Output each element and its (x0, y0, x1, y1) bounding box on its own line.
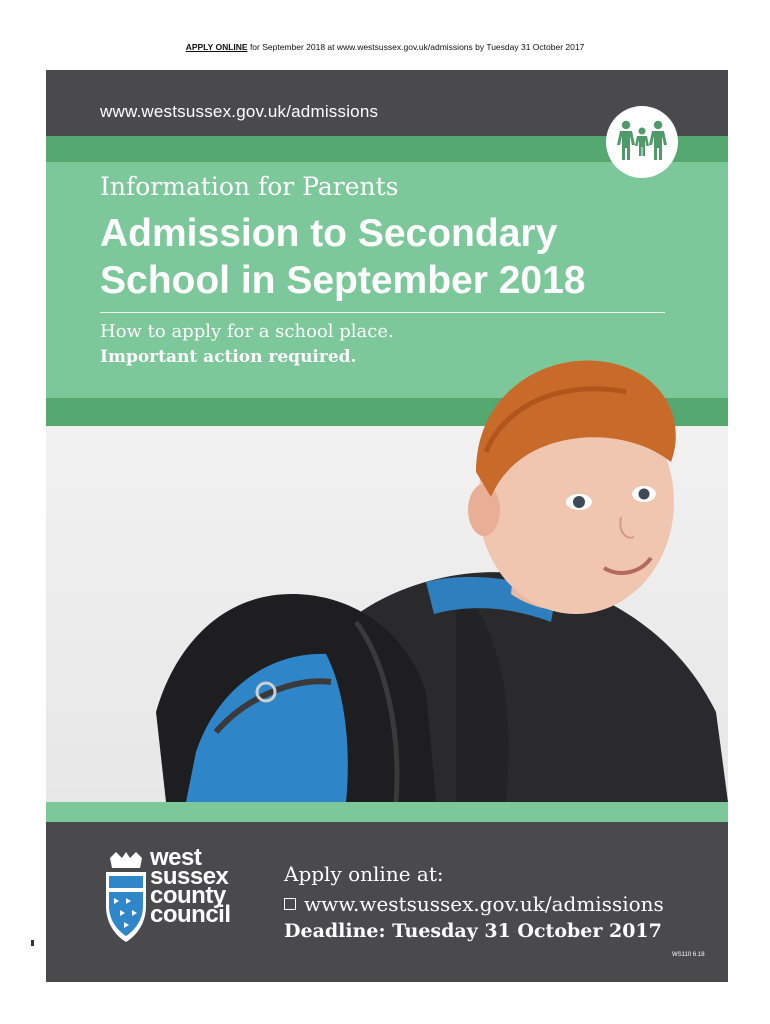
deadline-text: Deadline: Tuesday 31 October 2017 (284, 920, 662, 942)
logo-line-county: county (150, 882, 226, 909)
brochure-cover (46, 70, 728, 982)
checkbox-icon (284, 898, 296, 910)
top-note (0, 42, 770, 52)
apply-url[interactable] (284, 892, 664, 916)
reference-code: WS110 6.18 (672, 952, 705, 958)
title-divider (100, 312, 665, 313)
top-note-bold: APPLY ONLINE (185, 42, 248, 52)
important-notice: Important action required. (100, 347, 357, 367)
apply-online-heading: Apply online at: (284, 862, 444, 886)
logo-line-west: west (150, 844, 202, 871)
how-to-apply: How to apply for a school place. (100, 321, 394, 342)
council-logo-text (150, 844, 231, 928)
cover-url[interactable]: www.westsussex.gov.uk/admissions (100, 102, 379, 121)
county-crest-icon (102, 850, 150, 946)
green-band-lower (46, 802, 728, 822)
family-icon (606, 106, 678, 178)
top-note-rest: for September 2018 at www.westsussex.gov.uk/admissions by Tuesday 31 October 2017 (247, 42, 585, 52)
boy-with-backpack-photo (156, 332, 728, 802)
logo-line-sussex: sussex (150, 863, 229, 890)
main-title (100, 210, 700, 304)
logo-line-council: council (150, 901, 231, 928)
main-title-line2: School in September 2018 (100, 259, 586, 302)
margin-mark (31, 940, 34, 946)
info-title: Information for Parents (100, 172, 399, 201)
main-title-line1: Admission to Secondary (100, 212, 558, 255)
apply-url-text[interactable]: www.westsussex.gov.uk/admissions (304, 892, 664, 916)
